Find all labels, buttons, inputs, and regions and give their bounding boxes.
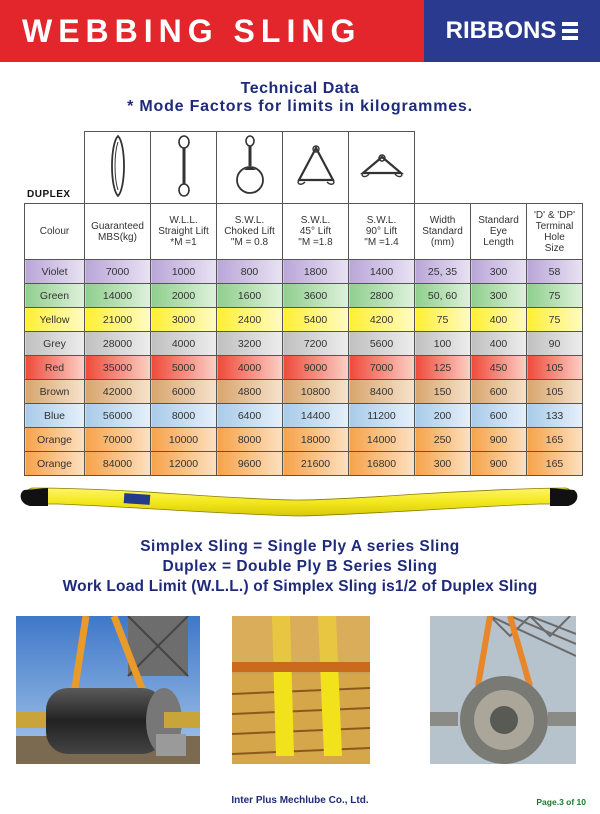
column-header xyxy=(283,204,349,260)
column-header-line: Size xyxy=(544,242,565,254)
table-cell-choked: 800 xyxy=(217,260,283,284)
column-header xyxy=(85,204,151,260)
footer-company: Inter Plus Mechlube Co., Ltd. xyxy=(231,795,369,806)
table-cell-lift90: 11200 xyxy=(349,404,415,428)
table-cell-lift45: 18000 xyxy=(283,428,349,452)
column-header-line: W.L.L. xyxy=(169,215,198,226)
spec-table xyxy=(24,131,583,476)
table-cell-width: 200 xyxy=(415,404,471,428)
table-cell-straight: 10000 xyxy=(151,428,217,452)
table-cell-straight: 5000 xyxy=(151,356,217,380)
page-title: WEBBING SLING xyxy=(22,12,362,49)
table-cell-eye: 400 xyxy=(471,308,527,332)
choked-lift-icon-cell xyxy=(217,132,283,204)
column-header-line: *M =1 xyxy=(170,237,197,248)
table-cell-width: 100 xyxy=(415,332,471,356)
table-cell-eye: 600 xyxy=(471,380,527,404)
icon-row xyxy=(25,132,583,204)
table-cell-choked: 2400 xyxy=(217,308,283,332)
column-header-line: 'D' & 'DP' xyxy=(534,209,575,221)
table-cell-hole: 105 xyxy=(527,356,583,380)
table-row xyxy=(25,428,583,452)
duplex-definition: Duplex = Double Ply B Series Sling xyxy=(162,558,438,575)
table-cell-hole: 133 xyxy=(527,404,583,428)
column-header-line: Eye xyxy=(489,226,508,237)
table-row xyxy=(25,308,583,332)
column-header-line: 45° Lift xyxy=(299,226,332,237)
column-header-line: Choked Lift xyxy=(224,226,275,237)
table-cell-lift90: 4200 xyxy=(349,308,415,332)
photo-roller-lift xyxy=(16,616,200,764)
column-header-line: (mm) xyxy=(430,237,455,248)
table-row xyxy=(25,284,583,308)
column-header-line: 90° Lift xyxy=(365,226,398,237)
table-cell-lift90: 8400 xyxy=(349,380,415,404)
table-cell-choked: 9600 xyxy=(217,452,283,476)
table-cell-eye: 900 xyxy=(471,428,527,452)
column-header-line: Hole xyxy=(544,231,565,243)
brand-logo-icon xyxy=(562,22,578,40)
table-cell-choked: 4800 xyxy=(217,380,283,404)
table-cell-hole: 165 xyxy=(527,428,583,452)
table-cell-lift90: 14000 xyxy=(349,428,415,452)
basket-45-icon xyxy=(293,144,339,188)
table-cell-mbs: 28000 xyxy=(85,332,151,356)
wll-definition: Work Load Limit (W.L.L.) of Simplex Sling is1/2 of Duplex Sling xyxy=(62,578,538,595)
table-cell-lift45: 14400 xyxy=(283,404,349,428)
table-cell-hole: 75 xyxy=(527,284,583,308)
colour-cell: Orange xyxy=(25,428,85,452)
table-cell-hole: 75 xyxy=(527,308,583,332)
colour-cell: Orange xyxy=(25,452,85,476)
table-cell-lift90: 2800 xyxy=(349,284,415,308)
column-header-row xyxy=(25,204,583,260)
table-cell-straight: 6000 xyxy=(151,380,217,404)
table-cell-width: 50, 60 xyxy=(415,284,471,308)
lift-90-icon-cell xyxy=(349,132,415,204)
table-cell-choked: 6400 xyxy=(217,404,283,428)
blank-cell-eye xyxy=(471,132,527,204)
lift-45-icon-cell xyxy=(283,132,349,204)
column-header xyxy=(25,204,85,260)
table-cell-straight: 12000 xyxy=(151,452,217,476)
simplex-definition: Simplex Sling = Single Ply A series Sling xyxy=(140,538,460,555)
table-cell-hole: 105 xyxy=(527,380,583,404)
table-body xyxy=(25,260,583,476)
table-cell-hole: 58 xyxy=(527,260,583,284)
webbing-sling-image xyxy=(18,480,580,522)
table-cell-mbs: 42000 xyxy=(85,380,151,404)
colour-cell: Brown xyxy=(25,380,85,404)
column-header xyxy=(527,204,583,260)
vertical-sling-icon xyxy=(106,134,130,198)
table-cell-lift90: 16800 xyxy=(349,452,415,476)
table-cell-eye: 600 xyxy=(471,404,527,428)
table-cell-lift90: 1400 xyxy=(349,260,415,284)
table-cell-width: 250 xyxy=(415,428,471,452)
table-cell-lift45: 1800 xyxy=(283,260,349,284)
column-header xyxy=(471,204,527,260)
table-cell-width: 150 xyxy=(415,380,471,404)
column-header-line: Standard xyxy=(478,215,519,226)
table-cell-lift45: 9000 xyxy=(283,356,349,380)
column-header-line: S.W.L. xyxy=(234,215,265,226)
table-cell-hole: 90 xyxy=(527,332,583,356)
colour-cell: Blue xyxy=(25,404,85,428)
table-cell-lift45: 7200 xyxy=(283,332,349,356)
table-cell-mbs: 84000 xyxy=(85,452,151,476)
table-cell-choked: 3200 xyxy=(217,332,283,356)
table-cell-width: 75 xyxy=(415,308,471,332)
table-cell-eye: 900 xyxy=(471,452,527,476)
colour-cell: Grey xyxy=(25,332,85,356)
table-cell-mbs: 14000 xyxy=(85,284,151,308)
table-cell-straight: 1000 xyxy=(151,260,217,284)
blank-cell-hole xyxy=(527,132,583,204)
column-header xyxy=(151,204,217,260)
basket-90-icon xyxy=(357,153,407,179)
page-number: Page.3 of 10 xyxy=(536,797,586,807)
colour-cell: Yellow xyxy=(25,308,85,332)
column-header xyxy=(217,204,283,260)
column-header xyxy=(349,204,415,260)
table-row xyxy=(25,332,583,356)
blank-cell-width xyxy=(415,132,471,204)
straight-lift-icon-cell xyxy=(151,132,217,204)
colour-cell: Green xyxy=(25,284,85,308)
column-header-line: "M =1.4 xyxy=(364,237,399,248)
table-cell-width: 25, 35 xyxy=(415,260,471,284)
table-cell-straight: 8000 xyxy=(151,404,217,428)
brand-banner xyxy=(424,0,600,62)
table-cell-straight: 3000 xyxy=(151,308,217,332)
column-header-line: Length xyxy=(483,237,514,248)
table-row xyxy=(25,404,583,428)
choked-lift-icon xyxy=(233,134,267,198)
table-cell-lift90: 7000 xyxy=(349,356,415,380)
page-header xyxy=(0,0,600,62)
table-cell-mbs: 70000 xyxy=(85,428,151,452)
technical-data-title: Technical Data xyxy=(240,80,360,97)
photo-timber-lift xyxy=(232,616,370,764)
table-row xyxy=(25,380,583,404)
table-cell-lift45: 5400 xyxy=(283,308,349,332)
table-cell-mbs: 21000 xyxy=(85,308,151,332)
table-cell-lift45: 10800 xyxy=(283,380,349,404)
table-cell-width: 125 xyxy=(415,356,471,380)
table-cell-eye: 450 xyxy=(471,356,527,380)
header-title-banner xyxy=(0,0,424,62)
table-cell-mbs: 35000 xyxy=(85,356,151,380)
column-header-line: MBS(kg) xyxy=(98,231,137,243)
table-row xyxy=(25,260,583,284)
brand-name: RIBBONS xyxy=(445,17,557,44)
table-cell-lift90: 5600 xyxy=(349,332,415,356)
column-header-line: S.W.L. xyxy=(366,215,397,226)
table-cell-eye: 300 xyxy=(471,284,527,308)
technical-data-subtitle: * Mode Factors for limits in kilogrammes. xyxy=(127,98,473,115)
table-cell-eye: 300 xyxy=(471,260,527,284)
table-cell-lift45: 3600 xyxy=(283,284,349,308)
photo-wheel-lift xyxy=(430,616,576,764)
duplex-label: DUPLEX xyxy=(27,189,71,200)
table-cell-straight: 2000 xyxy=(151,284,217,308)
table-cell-straight: 4000 xyxy=(151,332,217,356)
table-cell-mbs: 7000 xyxy=(85,260,151,284)
colour-cell: Red xyxy=(25,356,85,380)
table-cell-mbs: 56000 xyxy=(85,404,151,428)
column-header-line: Width xyxy=(429,215,456,226)
table-cell-width: 300 xyxy=(415,452,471,476)
column-header xyxy=(415,204,471,260)
table-row xyxy=(25,356,583,380)
table-row xyxy=(25,452,583,476)
table-cell-choked: 8000 xyxy=(217,428,283,452)
table-cell-choked: 1600 xyxy=(217,284,283,308)
column-header-line: Straight Lift xyxy=(158,226,209,237)
column-header-line: S.W.L. xyxy=(300,215,331,226)
column-header-line: Colour xyxy=(39,226,70,237)
colour-cell: Violet xyxy=(25,260,85,284)
column-header-line: "M =1.8 xyxy=(298,237,333,248)
column-header-line: Standard xyxy=(422,226,463,237)
table-cell-eye: 400 xyxy=(471,332,527,356)
table-cell-choked: 4000 xyxy=(217,356,283,380)
vertical-sling-icon-cell xyxy=(85,132,151,204)
straight-lift-icon xyxy=(172,134,196,198)
table-cell-lift45: 21600 xyxy=(283,452,349,476)
column-header-line: Guaranteed xyxy=(91,220,144,232)
table-cell-hole: 165 xyxy=(527,452,583,476)
column-header-line: Terminal xyxy=(535,220,574,232)
column-header-line: "M = 0.8 xyxy=(230,237,269,248)
